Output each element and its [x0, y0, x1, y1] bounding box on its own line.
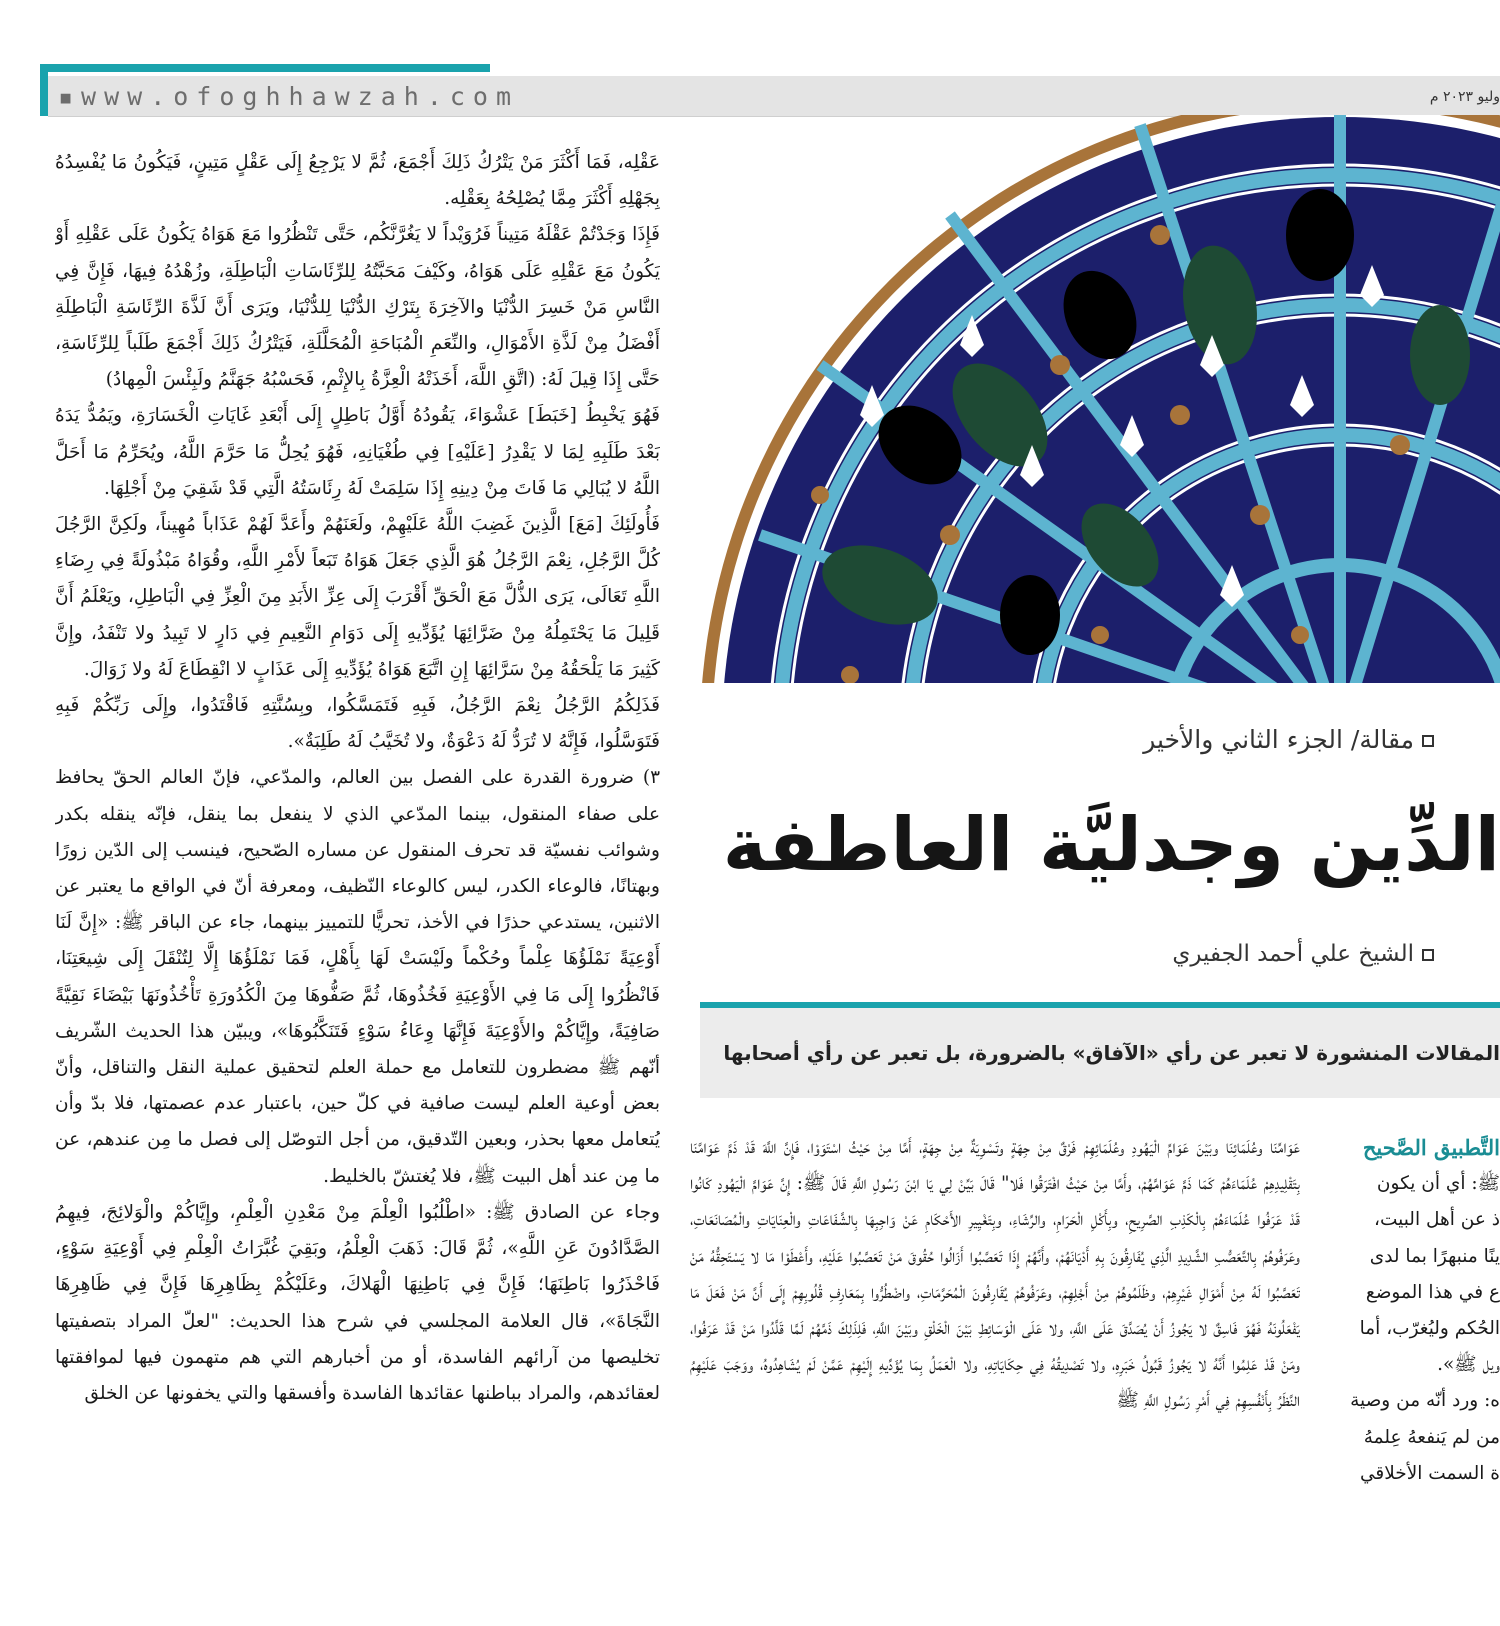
- column-line: ذ عن أهل البيت،: [1374, 1209, 1500, 1231]
- article-author: [1172, 932, 1434, 976]
- paragraph: وجاء عن الصادق ﷺ: «اطْلُبُوا الْعِلْمَ مِنْ مَعْدِنِ الْعِلْمِ، وإِيَّاكُمْ والْوَلائِجَ، فِيهِمُ الصَّدَّادُونَ عَنِ اللَّهِ»، ثُمَّ قَالَ: ذَهَبَ الْعِلْمُ، وبَقِيَ غُبَّرَاتُ الْعِلْمِ فِي أَوْعِيَةِ سَوْءٍ، فَاحْذَرُوا بَاطِنَهَا؛ فَإِنَّ فِي بَاطِنِهَا الْهَلاكَ، وعَلَيْكُمْ بِظَاهِرِهَا فَإِنَّ فِي ظَاهِرِهَا النَّجَاةَ»، قال العلامة المجلسي في شرح هذا الحديث: "لعلّ المراد بتصفيتها تخليصها من آرائهم الفاسدة، أو من أخبارهم التي هم متهمون فيها لموافقتها لعقائدهم، والمراد بباطنها عقائدها الفاسدة وأفسقها والتي يخفونها عن الخلق: [55, 1201, 660, 1404]
- column-line: ع في هذا الموضع: [1365, 1281, 1500, 1303]
- section-subheading: التَّطبيق الصَّحيح: [1362, 1135, 1500, 1160]
- paragraph: عَقْلِه، فَمَا أَكْثَرَ مَنْ يَتْرُكُ ذَلِكَ أَجْمَعَ، ثُمَّ لا يَرْجِعُ إِلَى عَقْلٍ مَتِينٍ، فَيَكُونُ مَا يُفْسِدُهُ بِجَهْلِهِ أَكْثَرَ مِمَّا يُصْلِحُهُ بِعَقْلِه.: [55, 152, 660, 210]
- header-accent-bar: [40, 64, 490, 72]
- right-text-column: [1318, 1130, 1500, 1626]
- paragraph: فَذَلِكُمُ الرَّجُلُ نِعْمَ الرَّجُلُ، فَبِهِ فَتَمَسَّكُوا، وبِسُنَّتِهِ فَاقْتَدُوا، وإِلَى رَبِّكُمْ فَبِهِ فَتَوَسَّلُوا، فَإِنَّهُ لا تُرَدُّ لَهُ دَعْوَةٌ، ولا تُخَيَّبُ لَهُ طَلِبَةٌ».: [55, 695, 660, 753]
- article-kicker-text: مقالة/ الجزء الثاني والأخير: [1143, 725, 1414, 754]
- article-author-name: الشيخ علي أحمد الجفيري: [1172, 941, 1414, 967]
- column-line: ﷺ: أي أن يكون: [1376, 1173, 1500, 1195]
- column-line: ة السمت الأخلاقي: [1359, 1462, 1500, 1484]
- paragraph: فَهُوَ يَخْبِطُ [خَبَطَ] عَشْوَاءَ، يَقُودُهُ أَوَّلُ بَاطِلٍ إِلَى أَبْعَدِ غَايَاتِ الْخَسَارَةِ، ويَمُدُّ يَدَهُ بَعْدَ طَلَبِهِ لِمَا لا يَقْدِرُ [عَلَيْهِ] فِي طُغْيَانِهِ، فَهُوَ يُحِلُّ مَا حَرَّمَ اللَّهُ، ويُحَرِّمُ مَا أَحَلَّ اللَّهُ لا يُبَالِي مَا فَاتَ مِنْ دِينِهِ إِذَا سَلِمَتْ لَهُ رِئَاسَتُهُ الَّتِي قَدْ شَقِيَ مِنْ أَجْلِهَا.: [55, 405, 660, 499]
- paragraph: فَأُولَئِكَ [مَعَ] الَّذِينَ غَضِبَ اللَّهُ عَلَيْهِمْ، ولَعَنَهُمْ وأَعَدَّ لَهُمْ عَذَاباً مُهِيناً، ولَكِنَّ الرَّجُلَ كُلَّ الرَّجُلِ، نِعْمَ الرَّجُلُ هُوَ الَّذِي جَعَلَ هَوَاهُ تَبَعاً لأَمْرِ اللَّهِ، وقُوَاهُ مَبْذُولَةً فِي رِضَاءِ اللَّهِ تَعَالَى، يَرَى الذُّلَّ مَعَ الْحَقِّ أَقْرَبَ إِلَى عِزِّ الأَبَدِ مِنَ الْعِزِّ فِي الْبَاطِلِ، ويَعْلَمُ أَنَّ قَلِيلَ مَا يَحْتَمِلُهُ مِنْ ضَرَّائِهَا يُؤَدِّيهِ إِلَى دَوَامِ النَّعِيمِ فِي دَارٍ لا تَبِيدُ ولا تَنْفَدُ، وإِنَّ كَثِيرَ مَا يَلْحَقُهُ مِنْ سَرَّائِهَا إِنِ اتَّبَعَ هَوَاهُ يُؤَدِّيهِ إِلَى عَذَابٍ لا انْقِطَاعَ لَهُ ولا زَوَالَ.: [55, 514, 660, 680]
- site-url[interactable]: ▪www.ofoghhawzah.com: [58, 82, 520, 111]
- bullet-square-icon: [1422, 949, 1434, 961]
- ornament-drawing: [700, 115, 1500, 705]
- paragraph: ٣) ضرورة القدرة على الفصل بين العالم، والمدّعي، فإنّ العالم الحقّ يحافظ على صفاء المنقول، بينما المدّعي الذي لا ينفعل بما ينقل، فإنّه ينقله بكدر وشوائب نفسيّة قد تحرف المنقول عن مساره الصّحيح، فينسب إلى الدّين زورًا وبهتانًا، فالوعاء الكدر، ليس كالوعاء النّظيف، ومعرفة أنّ في الواقع ما يعتبر عن الاثنين، يستدعي حذرًا في الأخذ، تحريًّا للتمييز بينهما، جاء عن الباقر ﷺ: «إِنَّ لَنَا أَوْعِيَةً نَمْلَؤُهَا عِلْماً وحُكْماً ولَيْسَتْ لَهَا بِأَهْلٍ، فَمَا نَمْلَؤُهَا إِلَّا لِتُنْقَلَ إِلَى شِيعَتِنَا، فَانْظُرُوا إِلَى مَا فِي الأَوْعِيَةِ فَخُذُوهَا، ثُمَّ صَفُّوهَا مِنَ الْكُدُورَةِ تَأْخُذُونَهَا بَيْضَاءَ نَقِيَّةً صَافِيَةً، وإِيَّاكُمْ والأَوْعِيَةَ فَإِنَّهَا وِعَاءُ سَوْءٍ فَتَنَكَّبُوهَا»، ويبيّن هذا الحديث الشّريف أنّهم ﷺ مضطرون للتعامل مع حملة العلم لتحقيق عملية النقل والتناقل، وأنّ بعض أوعية العلم ليست صافية في كلّ حين، باعتبار عدم عصمتها، فلا بدّ وأن يُتعامل معها بحذر، وبعين التّدقيق، من أجل التوصّل إلى فصل ما مِن عندهم، عن ما مِن عند أهل البيت ﷺ، فلا يُغتشّ بالخليط.: [55, 767, 660, 1187]
- article-title: الدِّين وجدليَّة العاطفة: [722, 802, 1500, 888]
- column-line: الحُكم وليُغرّب، أما: [1359, 1318, 1500, 1340]
- column-line: ه: ورد أنّه من وصية: [1350, 1390, 1500, 1412]
- header-accent-tab: [40, 64, 48, 116]
- paragraph: فَإِذَا وَجَدْتُمْ عَقْلَهُ مَتِيناً فَرُوَيْداً لا يَغُرَّنَّكُم، حَتَّى تَنْظُرُوا مَعَ هَوَاهُ يَكُونُ عَلَى عَقْلِهِ أَوْ يَكُونُ مَعَ عَقْلِهِ عَلَى هَوَاهُ، وكَيْفَ مَحَبَّتُهُ لِلرِّئَاسَاتِ الْبَاطِلَةِ، وزُهْدُهُ فِيهَا، فَإِنَّ فِي النَّاسِ مَنْ خَسِرَ الدُّنْيَا والآخِرَةَ بِتَرْكِ الدُّنْيَا لِلدُّنْيَا، ويَرَى أَنَّ لَذَّةَ الرِّئَاسَةِ الْبَاطِلَةِ أَفْضَلُ مِنْ لَذَّةِ الأَمْوَالِ، والنِّعَمِ الْمُبَاحَةِ الْمُحَلَّلَةِ، فَيَتْرُكُ ذَلِكَ أَجْمَعَ طَلَباً لِلرِّئَاسَةِ، حَتَّى إِذَا قِيلَ لَهُ: (اتَّقِ اللَّهَ، أَخَذَتْهُ الْعِزَّةُ بِالإِثْمِ، فَحَسْبُهُ جَهَنَّمُ ولَبِئْسَ الْمِهادُ): [55, 224, 660, 391]
- column-line: من لم يَنفعهُ عِلمهُ: [1363, 1426, 1500, 1448]
- column-line: ينًا منبهرًا بما لدى: [1369, 1245, 1500, 1267]
- bullet-square-icon: [1422, 735, 1434, 747]
- middle-text-column: [690, 1130, 1300, 1626]
- middle-column-text: عَوَامِّنَا وعُلَمَائِنَا وبَيْنَ عَوَامِّ الْيَهُودِ وعُلَمَائِهِمْ فَرْقٌ مِنْ جِهَةٍ وتَسْوِيَةٌ مِنْ جِهَةٍ، أَمَّا مِنْ حَيْثُ اسْتَوَوْا، فَإِنَّ اللَّهَ قَدْ ذَمَّ عَوَامَّنَا بِتَقْلِيدِهِمْ عُلَمَاءَهُمْ كَمَا ذَمَّ عَوَامَّهُمْ، وأَمَّا مِنْ حَيْثُ افْتَرَقُوا فَلا" قَالَ بَيِّنْ لِي يَا ابْنَ رَسُولِ اللَّهِ قَالَ ﷺ: إِنَّ عَوَامَّ الْيَهُودِ كَانُوا قَدْ عَرَفُوا عُلَمَاءَهُمْ بِالْكَذِبِ الصَّرِيحِ، وبِأَكْلِ الْحَرَامِ، والرِّشَاءِ، وبِتَغْيِيرِ الأَحْكَامِ عَنْ وَاجِبِهَا بِالشَّفَاعَاتِ والْعِنَايَاتِ والْمُصَانَعَاتِ، وعَرَفُوهُمْ بِالتَّعَصُّبِ الشَّدِيدِ الَّذِي يُفَارِقُونَ بِهِ أَدْيَانَهُمْ، وأَنَّهُمْ إِذَا تَعَصَّبُوا أَزَالُوا حُقُوقَ مَنْ تَعَصَّبُوا عَلَيْهِ، وأَعْطَوْا مَا لا يَسْتَحِقُّهُ مَنْ تَعَصَّبُوا لَهُ مِنْ أَمْوَالِ غَيْرِهِمْ، وظَلَمُوهُمْ مِنْ أَجْلِهِمْ، وعَرَفُوهُمْ يُقَارِفُونَ الْمُحَرَّمَاتِ، واضْطُرُّوا بِمَعَارِفِ قُلُوبِهِمْ إِلَى أَنَّ مَنْ فَعَلَ مَا يَفْعَلُونَهُ فَهُوَ فَاسِقٌ لا يَجُوزُ أَنْ يُصَدَّقَ عَلَى اللَّهِ، ولا عَلَى الْوَسَائِطِ بَيْنَ الْخَلْقِ وبَيْنَ اللَّهِ، فَلِذَلِكَ ذَمَّهُمْ لَمَّا قَلَّدُوا مَنْ قَدْ عَرَفُوا، ومَنْ قَدْ عَلِمُوا أَنَّهُ لا يَجُوزُ قَبُولُ خَبَرِهِ، ولا تَصْدِيقُهُ فِي حِكَايَاتِهِ، ولا الْعَمَلُ بِمَا يُؤَدِّيهِ إِلَيْهِمْ عَمَّنْ لَمْ يُشَاهِدُوهُ، ووَجَبَ عَلَيْهِمُ النَّظَرُ بِأَنْفُسِهِمْ فِي أَمْرِ رَسُولِ اللَّهِ ﷺ: [690, 1137, 1300, 1412]
- left-text-column: [55, 145, 660, 1626]
- article-kicker: [1143, 715, 1434, 765]
- column-line: ويل ﷺ».: [1437, 1354, 1500, 1376]
- disclaimer-box: المقالات المنشورة لا تعبر عن رأي «الآفاق» بالضرورة، بل تعبر عن رأي أصحابها: [700, 1008, 1500, 1098]
- issue-date: وليو ٢٠٢٣ م: [1429, 89, 1500, 105]
- islamic-ornament-image: [700, 115, 1500, 705]
